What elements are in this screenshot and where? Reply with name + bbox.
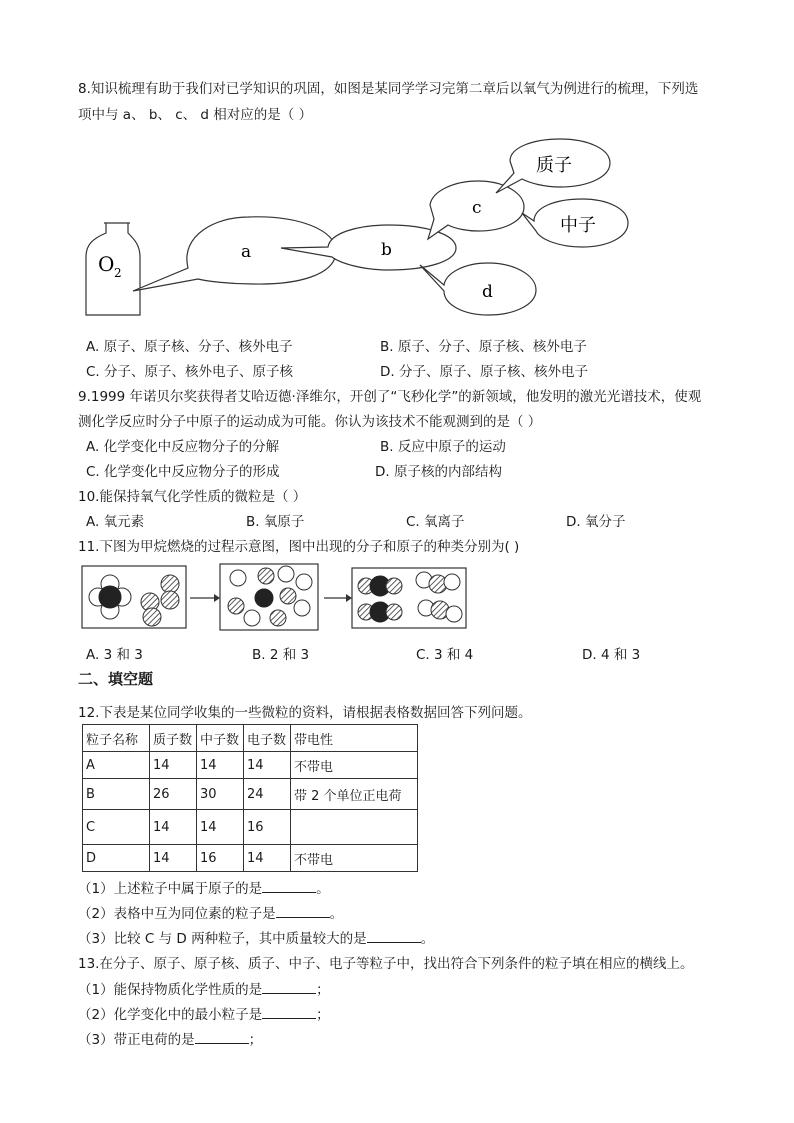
bottle-formula: O	[98, 252, 115, 276]
q13-sub2	[78, 1005, 330, 1024]
products-box	[352, 568, 466, 628]
bottle-formula-subscript: 2	[114, 266, 122, 280]
table-header-cell: 带电性	[291, 725, 418, 752]
q10-option-c[interactable]: C. 氧离子	[406, 514, 465, 530]
table-cell: B	[83, 779, 150, 810]
table-cell: 14	[150, 845, 197, 872]
q13-sub3-text: （3）带正电荷的是	[78, 1032, 195, 1048]
bubble-a-label: a	[241, 242, 252, 262]
bubble-c-label: c	[472, 198, 482, 218]
q13-sub1-text: （1）能保持物质化学性质的是	[78, 982, 263, 998]
intermediate-box	[220, 564, 318, 630]
answer-blank[interactable]	[262, 1005, 316, 1019]
table-header-row	[83, 725, 418, 752]
q13-sub2-end: ；	[316, 1007, 330, 1023]
q8-option-b[interactable]: B. 原子、分子、原子核、核外电子	[380, 339, 587, 355]
bubble-b-label: b	[381, 240, 392, 260]
q11-stem: 11.下图为甲烷燃烧的过程示意图，图中出现的分子和原子的种类分别为( )	[78, 539, 520, 555]
table-cell: 不带电	[291, 752, 418, 779]
table-cell: 14	[244, 845, 291, 872]
q13-sub1-end: ；	[316, 982, 330, 998]
table-cell: C	[83, 810, 150, 845]
q13-stem: 13.在分子、原子、原子核、质子、中子、电子等粒子中，找出符合下列条件的粒子填在相应的横线上。	[78, 956, 694, 972]
q12-sub3-end: 。	[420, 931, 435, 947]
table-cell: 26	[150, 779, 197, 810]
q13-sub3-end: ；	[248, 1032, 263, 1048]
answer-blank[interactable]	[262, 980, 316, 994]
table-cell: D	[83, 845, 150, 872]
table-row	[83, 810, 418, 845]
table-cell: 24	[244, 779, 291, 810]
particle-table	[82, 724, 418, 872]
table-cell: 14	[150, 810, 197, 845]
q9-option-a[interactable]: A. 化学变化中反应物分子的分解	[86, 439, 280, 455]
q13-sub1	[78, 980, 330, 999]
table-header-cell: 粒子名称	[83, 725, 150, 752]
q13-sub2-text: （2）化学变化中的最小粒子是	[78, 1007, 263, 1023]
table-header-cell: 中子数	[197, 725, 244, 752]
q8-concept-diagram	[78, 135, 638, 325]
bubble-a	[133, 217, 336, 291]
bubble-proton-label: 质子	[536, 155, 572, 176]
q12-sub2-end: 。	[329, 906, 344, 922]
answer-blank[interactable]	[367, 929, 421, 943]
q9-option-c[interactable]: C. 化学变化中反应物分子的形成	[86, 464, 280, 480]
table-header-cell: 电子数	[244, 725, 291, 752]
table-cell: 14	[197, 810, 244, 845]
q9-option-b[interactable]: B. 反应中原子的运动	[380, 439, 506, 455]
table-cell: 不带电	[291, 845, 418, 872]
q11-option-a[interactable]: A. 3 和 3	[86, 647, 143, 663]
q10-stem: 10.能保持氧气化学性质的微粒是（ ）	[78, 489, 307, 505]
q8-stem-line1: 8.知识梳理有助于我们对已学知识的巩固，如图是某同学学习完第二章后以氧气为例进行的梳理，下列选	[78, 81, 699, 97]
table-cell: 30	[197, 779, 244, 810]
q8-option-d[interactable]: D. 分子、原子、原子核、核外电子	[380, 364, 588, 380]
q12-sub1-text: （1）上述粒子中属于原子的是	[78, 881, 263, 897]
q11-option-b[interactable]: B. 2 和 3	[252, 647, 310, 663]
q12-sub1	[78, 879, 330, 898]
q8-option-a[interactable]: A. 原子、原子核、分子、核外电子	[86, 339, 293, 355]
q13-sub3	[78, 1030, 262, 1049]
table-row	[83, 779, 418, 810]
q9-option-d[interactable]: D. 原子核的内部结构	[375, 464, 502, 480]
q11-option-d[interactable]: D. 4 和 3	[582, 647, 641, 663]
q8-option-c[interactable]: C. 分子、原子、核外电子、原子核	[86, 364, 294, 380]
q8-stem-line2: 项中与 a、 b、 c、 d 相对应的是（ ）	[78, 107, 313, 123]
table-row	[83, 845, 418, 872]
table-cell: 带 2 个单位正电荷	[291, 779, 418, 810]
bubble-d-label: d	[482, 282, 493, 302]
arrow-icon	[324, 594, 352, 602]
q10-option-d[interactable]: D. 氧分子	[566, 514, 626, 530]
q10-option-b[interactable]: B. 氧原子	[246, 514, 305, 530]
q10-option-a[interactable]: A. 氧元素	[86, 514, 145, 530]
section-title: 二、填空题	[78, 670, 154, 688]
table-cell: 16	[197, 845, 244, 872]
table-cell	[291, 810, 418, 845]
q12-stem: 12.下表是某位同学收集的一些微粒的资料，请根据表格数据回答下列问题。	[78, 705, 532, 721]
q12-sub3	[78, 929, 434, 948]
q12-sub2	[78, 904, 343, 923]
q9-stem-line1: 9.1999 年诺贝尔奖获得者艾哈迈德·泽维尔，开创了“飞秒化学”的新领域，他发明的激光光谱技术，使观	[78, 389, 702, 405]
bubble-neutron-label: 中子	[560, 215, 596, 236]
table-cell: 16	[244, 810, 291, 845]
q12-sub3-text: （3）比较 C 与 D 两种粒子，其中质量较大的是	[78, 931, 367, 947]
q12-sub2-text: （2）表格中互为同位素的粒子是	[78, 906, 276, 922]
answer-blank[interactable]	[262, 879, 316, 893]
answer-blank[interactable]	[276, 904, 330, 918]
table-cell: 14	[197, 752, 244, 779]
q12-sub1-end: 。	[316, 881, 330, 897]
table-cell: 14	[150, 752, 197, 779]
table-header-cell: 质子数	[150, 725, 197, 752]
table-cell: A	[83, 752, 150, 779]
answer-blank[interactable]	[195, 1030, 249, 1044]
q9-stem-line2: 测化学反应时分子中原子的运动成为可能。你认为该技术不能观测到的是（ ）	[78, 414, 542, 430]
methane-combustion-diagram	[80, 562, 472, 634]
table-row	[83, 752, 418, 779]
table-cell: 14	[244, 752, 291, 779]
reactants-box	[82, 566, 186, 628]
q11-option-c[interactable]: C. 3 和 4	[416, 647, 474, 663]
arrow-icon	[190, 594, 220, 602]
bubble-d	[420, 263, 536, 315]
